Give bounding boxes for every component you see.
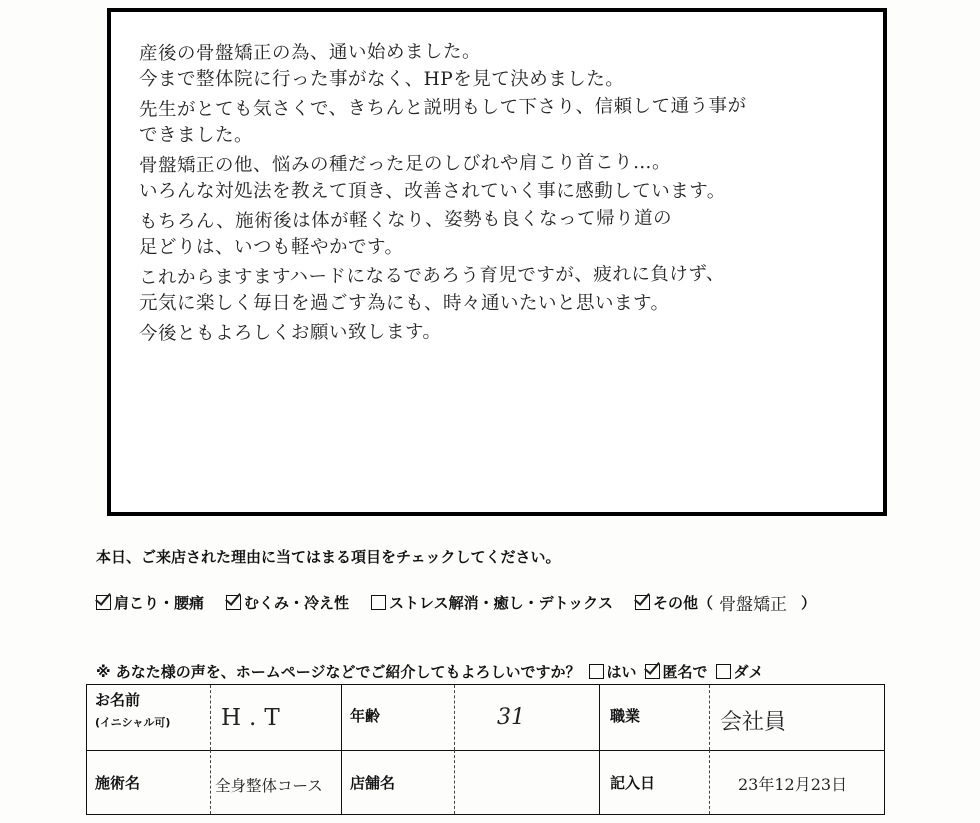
checkbox-shoulder-back[interactable] (96, 595, 111, 610)
option-swelling-cold[interactable] (226, 592, 349, 613)
consent-option-label: はい (606, 662, 637, 681)
comment-line: いろんな対処法を教えて頂き、改善されていく事に感動しています。 (139, 181, 726, 202)
consent-section (96, 660, 764, 682)
checkbox-stress-relief[interactable] (371, 595, 386, 610)
comment-line: これからますますハードになるであろう育児ですが、疲れに負けず、 (138, 263, 725, 289)
comment-line: 今まで整体院に行った事がなく、HPを見て決めました。 (139, 69, 625, 90)
date-label-cell (599, 750, 709, 814)
consent-option-anonymous[interactable] (645, 661, 708, 682)
name-label: お名前 (95, 691, 141, 709)
name-value: H.T (221, 705, 288, 731)
date-value-cell[interactable] (709, 750, 884, 814)
consent-option-label: 匿名で (662, 662, 708, 681)
checkbox-consent-no[interactable] (716, 664, 731, 679)
consent-question: ※ あなた様の声を、ホームページなどでご紹介してもよろしいですか？ (96, 662, 581, 681)
customer-info-table (86, 684, 885, 815)
store-label: 店舗名 (350, 774, 396, 792)
option-shoulder-back[interactable] (96, 592, 204, 613)
comment-line: 足どりは、いつも軽やかです。 (139, 237, 404, 258)
comment-line: 今後ともよろしくお願い致します。 (138, 321, 442, 345)
store-label-cell (341, 750, 454, 814)
option-other[interactable] (635, 590, 816, 615)
option-label: その他（ (652, 593, 713, 612)
consent-option-label: ダメ (733, 662, 764, 681)
comment-line: できました。 (139, 125, 254, 146)
job-value: 会社員 (720, 710, 787, 735)
visit-reason-options (96, 590, 816, 614)
comment-line: 先生がとても気さくで、きちんと説明もして下さり、信頼して通う事が (138, 95, 747, 121)
treatment-value-cell[interactable] (210, 750, 341, 814)
option-label: ストレス解消・癒し・デトックス (389, 593, 613, 612)
age-label-cell (341, 685, 454, 750)
option-label: 肩こり・腰痛 (114, 593, 205, 612)
checkbox-consent-anonymous[interactable] (645, 664, 660, 679)
age-label: 年齢 (350, 707, 381, 725)
job-label: 職業 (610, 707, 641, 725)
option-label: むくみ・冷え性 (244, 593, 350, 612)
consent-option-yes[interactable] (589, 661, 637, 682)
job-label-cell (599, 685, 709, 750)
visit-reason-question: 本日、ご来店された理由に当てはまる項目をチェックしてください。 (96, 548, 561, 566)
comment-line: 骨盤矯正の他、悩みの種だった足のしびれや肩こり首こり…。 (138, 151, 672, 177)
handwritten-comment (139, 38, 869, 346)
store-value-cell[interactable] (454, 750, 599, 814)
comment-line: 元気に楽しく毎日を過ごす為にも、時々通いたいと思います。 (139, 293, 670, 314)
consent-option-no[interactable] (716, 661, 764, 682)
date-value: 23年12月23日 (738, 775, 848, 794)
option-stress-relief[interactable] (371, 592, 613, 613)
date-label: 記入日 (610, 774, 656, 792)
table-row (87, 750, 884, 814)
job-value-cell[interactable] (709, 685, 884, 750)
name-sub-label: (イニシャル可) (95, 716, 171, 729)
age-value: 31 (497, 705, 525, 730)
comment-line: 産後の骨盤矯正の為、通い始めました。 (138, 41, 482, 65)
testimonial-comment-box (107, 8, 887, 516)
treatment-value: 全身整体コース (215, 777, 323, 795)
checkbox-consent-yes[interactable] (589, 664, 604, 679)
checkbox-other[interactable] (635, 595, 650, 610)
name-label-cell (87, 685, 210, 750)
table-row (87, 685, 884, 751)
checkbox-swelling-cold[interactable] (226, 595, 241, 610)
comment-line: もちろん、施術後は体が軽くなり、姿勢も良くなって帰り道の (138, 207, 673, 233)
treatment-label: 施術名 (95, 774, 141, 792)
treatment-label-cell (87, 750, 210, 814)
other-reason-value: 骨盤矯正 (719, 594, 787, 615)
age-value-cell[interactable] (454, 685, 599, 750)
option-other-close: ） (801, 593, 817, 612)
name-value-cell[interactable] (210, 685, 341, 750)
